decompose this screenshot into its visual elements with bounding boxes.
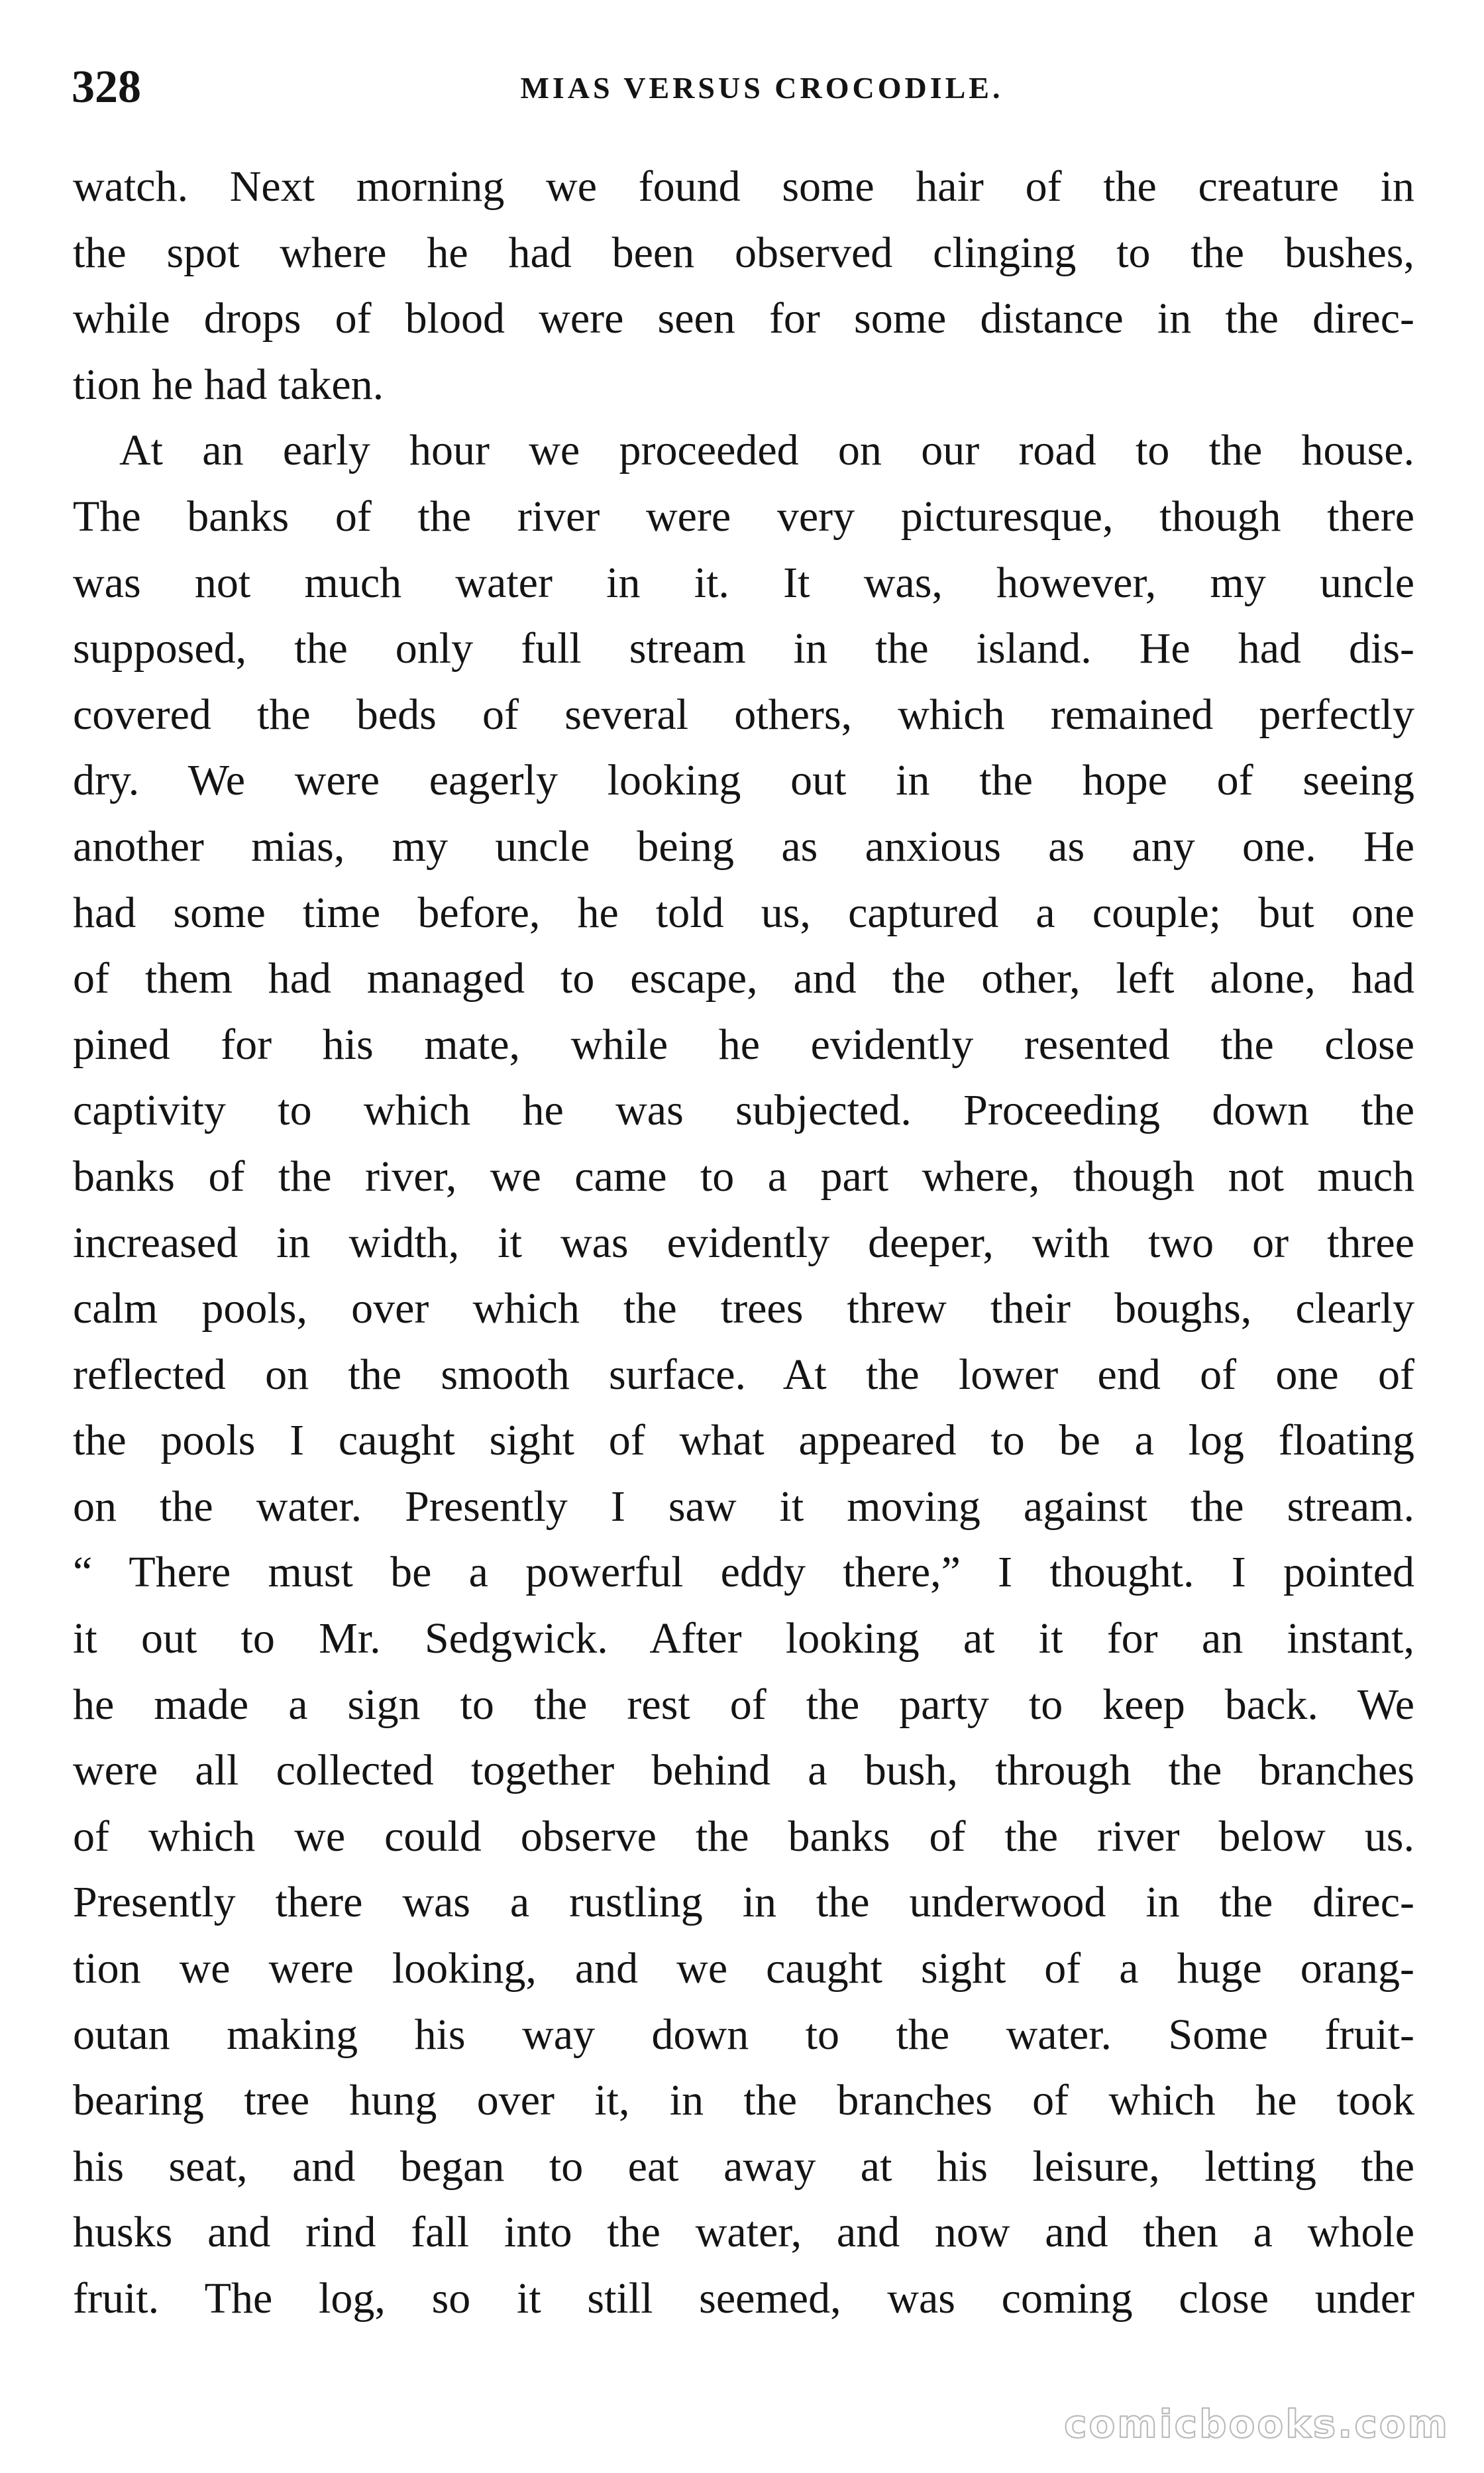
text-line: reflected on the smooth surface. At the lower end of one of bbox=[73, 1350, 1414, 1399]
text-line: pined for his mate, while he evidently resented the close bbox=[73, 1020, 1414, 1069]
text-line: were all collected together behind a bush, through the branches bbox=[73, 1746, 1414, 1795]
text-line: At an early hour we proceeded on our road to the house. bbox=[119, 426, 1414, 475]
page-number: 328 bbox=[72, 62, 141, 113]
text-line: the spot where he had been observed clinging to the bushes, bbox=[73, 228, 1414, 277]
paragraph-2 bbox=[73, 417, 1414, 2331]
text-line: he made a sign to the rest of the party to keep back. We bbox=[73, 1680, 1414, 1729]
paragraph-1 bbox=[73, 154, 1414, 417]
running-title: MIAS VERSUS CROCODILE. bbox=[520, 71, 1004, 105]
text-line: covered the beds of several others, which remained perfectly bbox=[73, 690, 1414, 739]
text-line: while drops of blood were seen for some distance in the direc- bbox=[73, 294, 1414, 343]
watermark-text: comicbooks.com bbox=[1064, 2401, 1450, 2446]
text-line: calm pools, over which the trees threw their boughs, clearly bbox=[73, 1284, 1414, 1333]
text-line: the pools I caught sight of what appeared to be a log floating bbox=[73, 1416, 1414, 1465]
text-line: tion he had taken. bbox=[73, 360, 384, 409]
text-line: banks of the river, we came to a part where, though not much bbox=[73, 1152, 1414, 1201]
text-line: had some time before, he told us, captured a couple; but one bbox=[73, 888, 1414, 937]
text-line: watch. Next morning we found some hair of the creature in bbox=[73, 162, 1414, 211]
text-line: increased in width, it was evidently deeper, with two or three bbox=[73, 1218, 1414, 1267]
text-line: was not much water in it. It was, however, my uncle bbox=[73, 558, 1414, 607]
text-line: husks and rind fall into the water, and now and then a whole bbox=[73, 2208, 1414, 2257]
body-text bbox=[73, 154, 1414, 2332]
text-line: fruit. The log, so it still seemed, was coming close under bbox=[73, 2274, 1414, 2323]
running-head bbox=[72, 61, 1412, 114]
text-line: on the water. Presently I saw it moving against the stream. bbox=[73, 1482, 1414, 1531]
text-line: The banks of the river were very picturesque, though there bbox=[73, 492, 1414, 541]
text-line: Presently there was a rustling in the underwood in the direc- bbox=[73, 1878, 1414, 1927]
text-line: of which we could observe the banks of the river below us. bbox=[73, 1812, 1414, 1861]
text-line: dry. We were eagerly looking out in the hope of seeing bbox=[73, 756, 1414, 805]
text-line: “ There must be a powerful eddy there,” I thought. I pointed bbox=[73, 1548, 1414, 1597]
text-line: tion we were looking, and we caught sight of a huge orang- bbox=[73, 1944, 1414, 1993]
text-line: another mias, my uncle being as anxious as any one. He bbox=[73, 822, 1414, 871]
text-line: it out to Mr. Sedgwick. After looking at it for an instant, bbox=[73, 1614, 1414, 1663]
text-line: outan making his way down to the water. Some fruit- bbox=[73, 2010, 1414, 2059]
text-line: of them had managed to escape, and the other, left alone, had bbox=[73, 954, 1414, 1003]
text-line: his seat, and began to eat away at his leisure, letting the bbox=[73, 2142, 1414, 2191]
text-line: bearing tree hung over it, in the branches of which he took bbox=[73, 2076, 1414, 2125]
text-line: supposed, the only full stream in the island. He had dis- bbox=[73, 624, 1414, 673]
text-line: captivity to which he was subjected. Proceeding down the bbox=[73, 1086, 1414, 1135]
